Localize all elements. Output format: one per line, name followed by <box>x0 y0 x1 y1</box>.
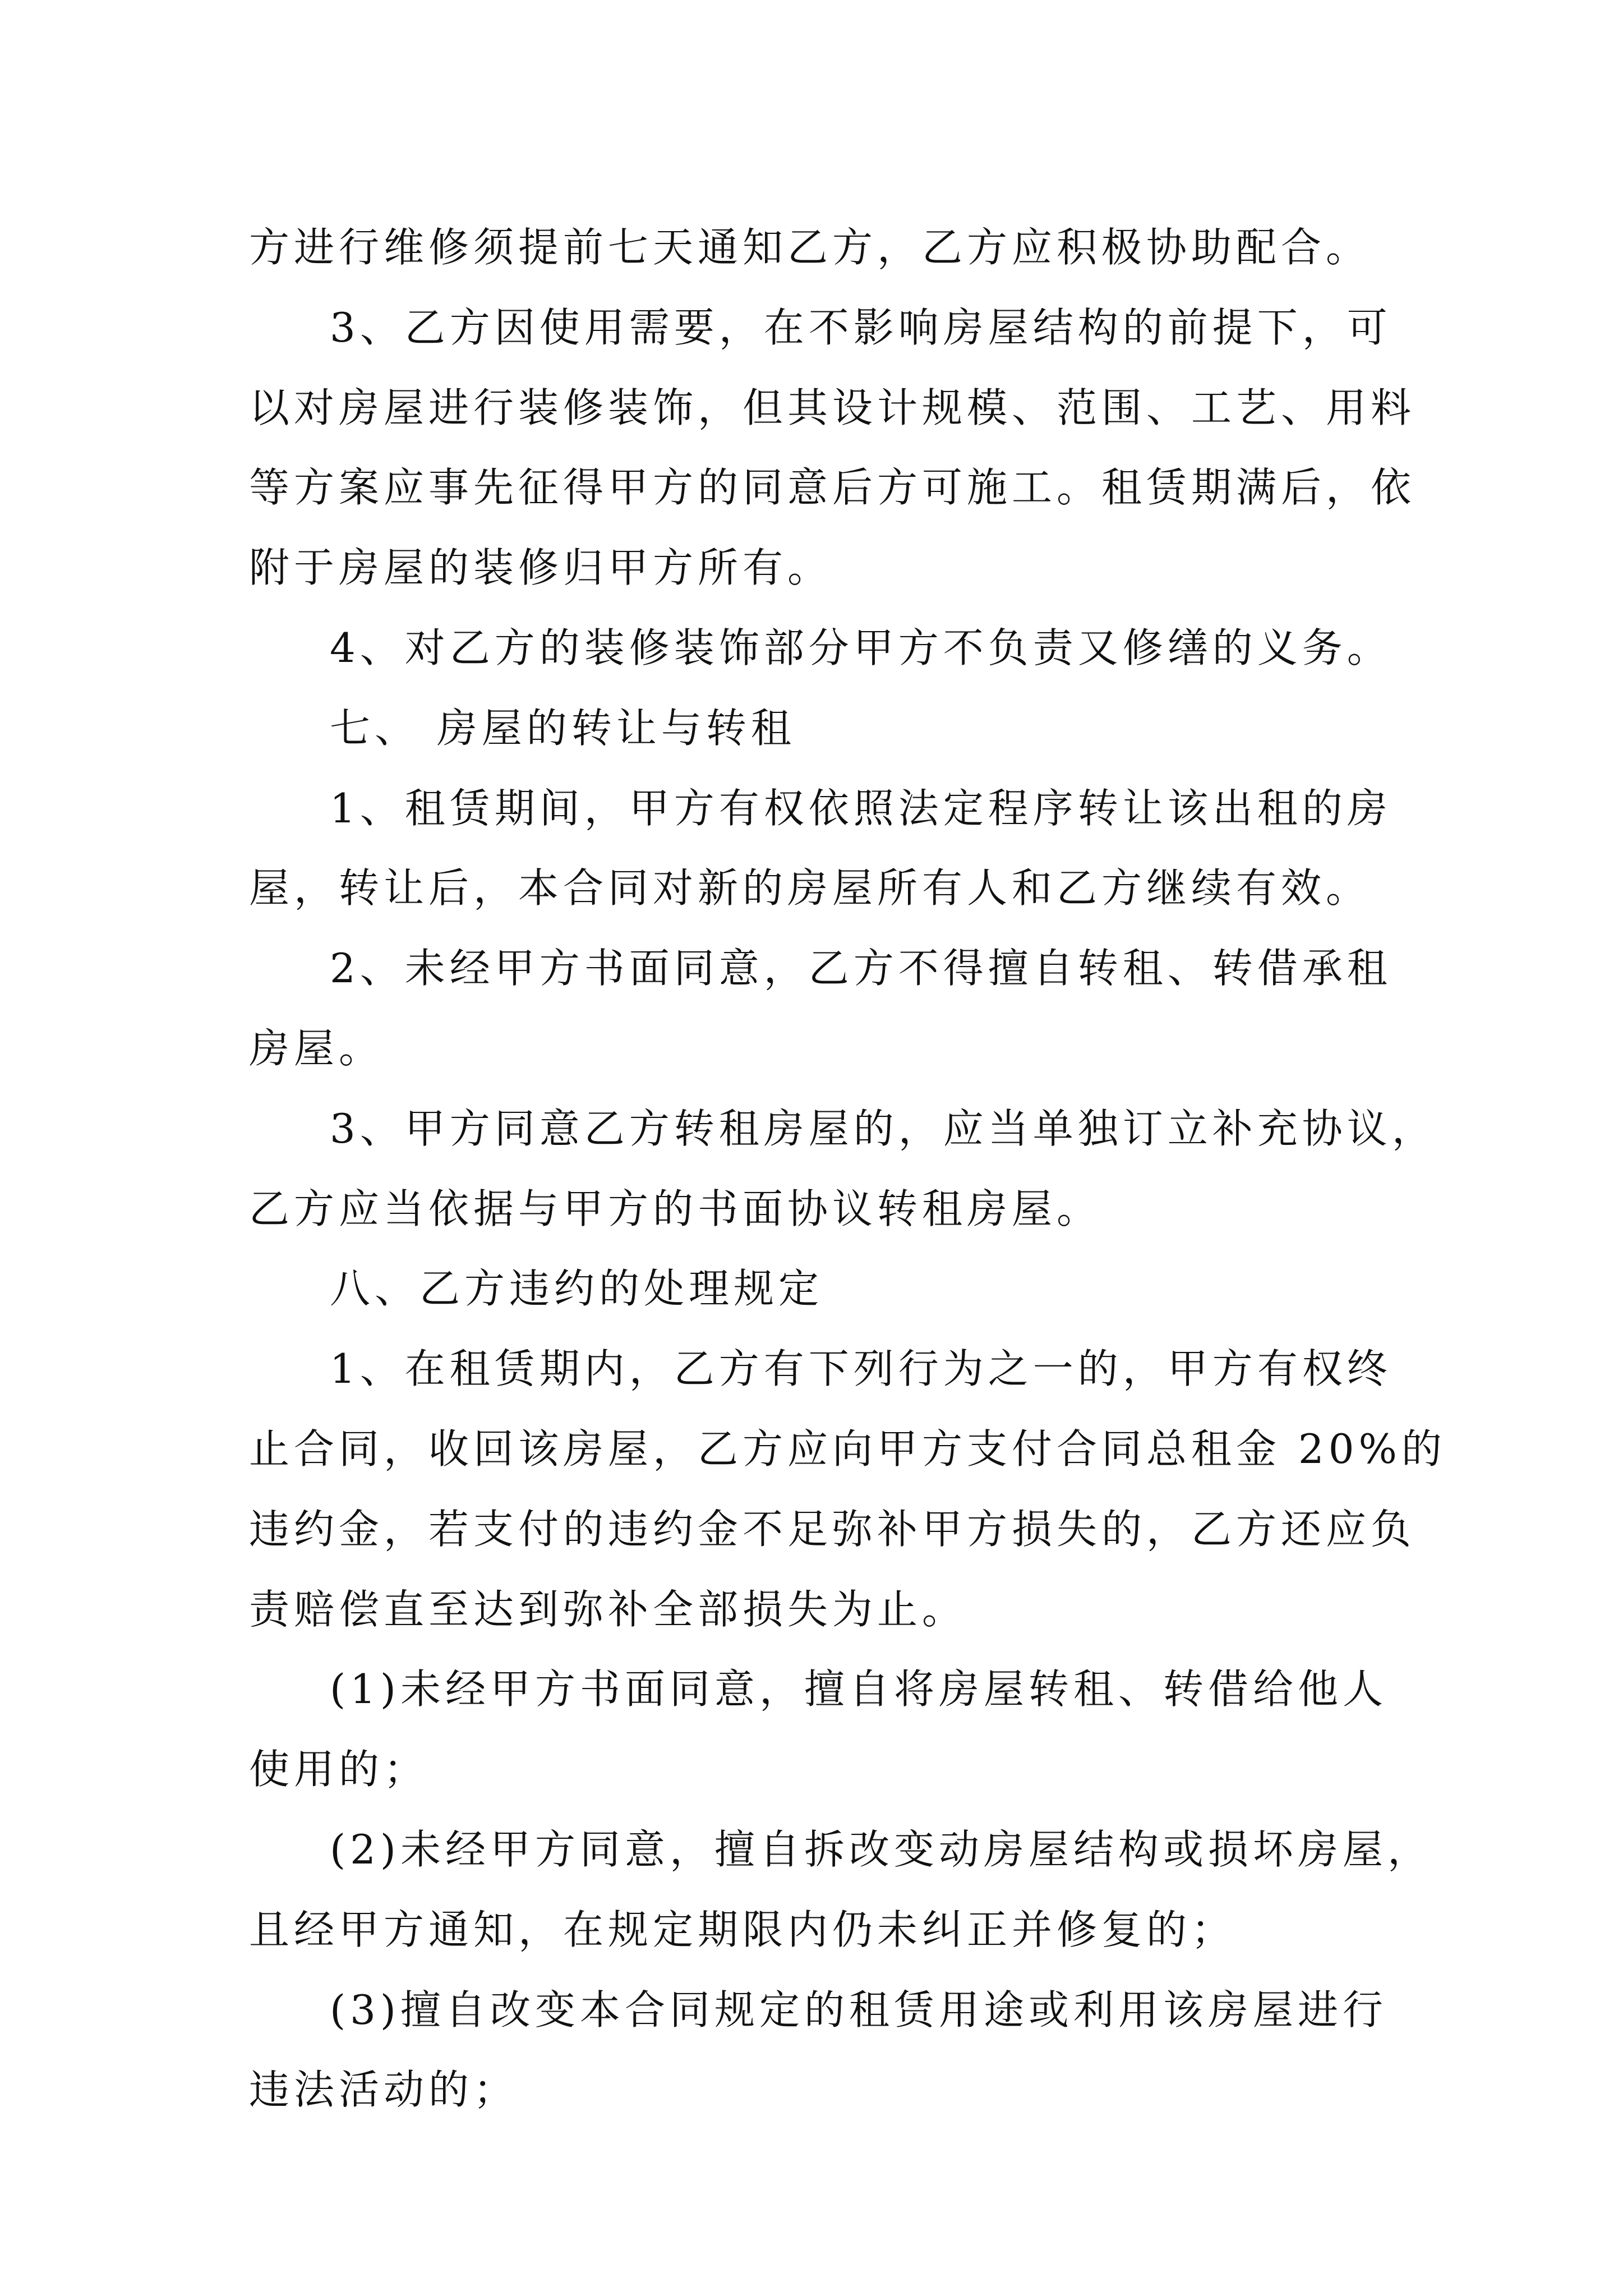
document-body <box>249 208 1446 2130</box>
text-line: 2、未经甲方书面同意，乙方不得擅自转租、转借承租 <box>330 945 1392 992</box>
text-line: 且经甲方通知，在规定期限内仍未纠正并修复的； <box>249 1906 1237 1953</box>
text-line: 4、对乙方的装修装饰部分甲方不负责又修缮的义务。 <box>330 624 1392 671</box>
text-line: 乙方应当依据与甲方的书面协议转租房屋。 <box>249 1185 1102 1232</box>
text-line: 房屋。 <box>249 1024 384 1072</box>
text-line: 方进行维修须提前七天通知乙方，乙方应积极协助配合。 <box>249 224 1371 271</box>
text-line: 以对房屋进行装修装饰，但其设计规模、范围、工艺、用料 <box>249 384 1416 431</box>
text-line: 1、租赁期间，甲方有权依照法定程序转让该出租的房 <box>330 784 1392 832</box>
text-line: (3)擅自改变本合同规定的租赁用途或利用该房屋进行 <box>330 1986 1387 2033</box>
section-heading: 七、 房屋的转让与转租 <box>330 704 796 752</box>
text-line: 附于房屋的装修归甲方所有。 <box>249 544 833 592</box>
text-line: (2)未经甲方同意，擅自拆改变动房屋结构或损坏房屋， <box>330 1825 1432 1873</box>
section-heading: 八、乙方违约的处理规定 <box>330 1265 824 1313</box>
text-line: 责赔偿直至达到弥补全部损失为止。 <box>249 1585 967 1633</box>
text-line: 3、乙方因使用需要，在不影响房屋结构的前提下，可 <box>330 303 1392 351</box>
text-line: 屋，转让后，本合同对新的房屋所有人和乙方继续有效。 <box>249 864 1371 912</box>
text-line: 使用的； <box>249 1746 429 1793</box>
text-line: 1、在租赁期内，乙方有下列行为之一的，甲方有权终 <box>330 1345 1392 1393</box>
text-line: 违法活动的； <box>249 2066 519 2114</box>
text-line: 止合同，收回该房屋，乙方应向甲方支付合同总租金 20%的 <box>249 1425 1446 1473</box>
text-line: 违约金，若支付的违约金不足弥补甲方损失的，乙方还应负 <box>249 1505 1416 1553</box>
text-line: 3、甲方同意乙方转租房屋的，应当单独订立补充协议， <box>330 1105 1437 1152</box>
text-line: (1)未经甲方书面同意，擅自将房屋转租、转借给他人 <box>330 1665 1387 1713</box>
text-line: 等方案应事先征得甲方的同意后方可施工。租赁期满后，依 <box>249 464 1416 512</box>
